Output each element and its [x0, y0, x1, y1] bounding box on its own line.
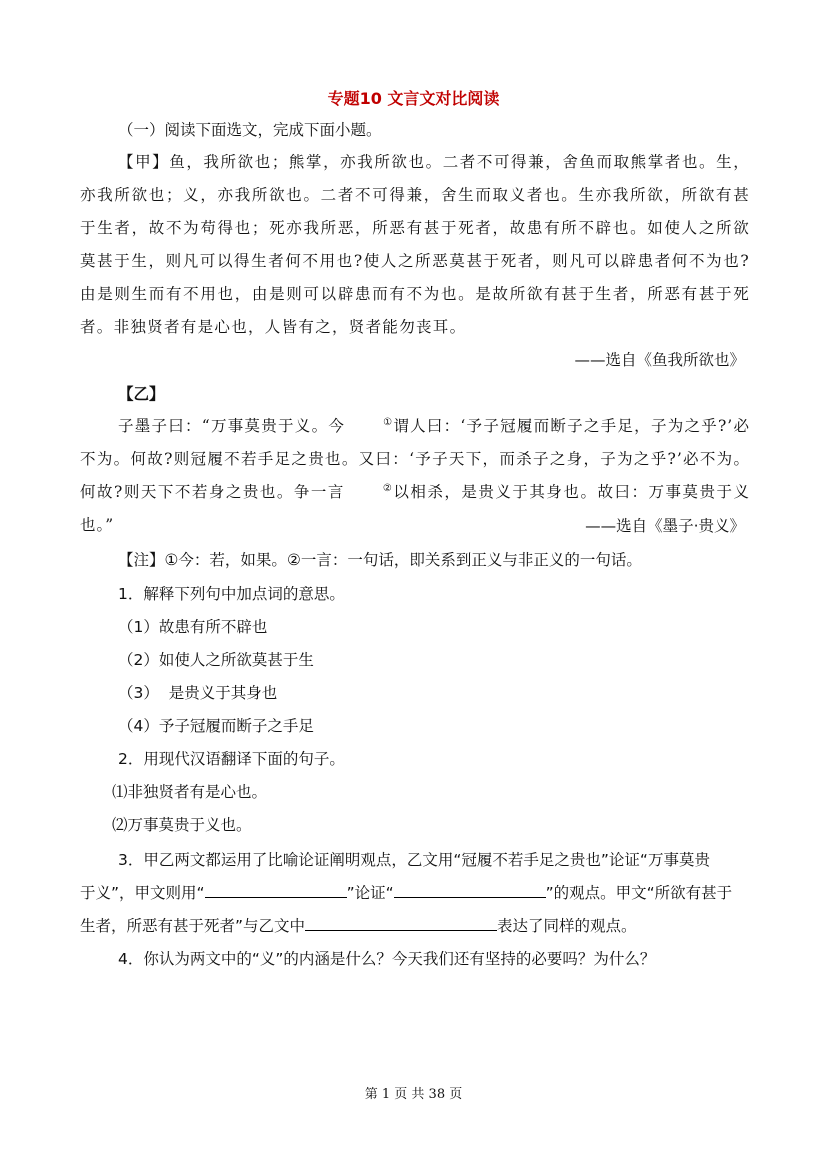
page-title: 专题10 文言文对比阅读 — [327, 89, 500, 108]
note-text-2: 一言：一句话，即关系到正义与非正义的一句话。 — [300, 551, 642, 569]
question-3-line-2 — [80, 881, 732, 903]
passage-jia-text: 鱼，我所欲也；熊掌，亦我所欲也。二者不可得兼，舍鱼而取熊掌者也。生，亦我所欲也；义，亦我所欲也。二者不可得兼，舍生而取义者也。生亦我所欲，所欲有甚于生者，故不为苟得也；死亦我所恶，所恶有甚于死者，故患有所不辟也。如使人之所欲莫甚于生，则凡可以得生者何不用也?使人之所恶莫甚于死者，则凡可以辟患者何不为也?由是则生而有不用也，由是则可以辟患而有不为也。是故所欲有甚于生者，所恶有甚于死者。非独贤者有是心也，人皆有之，贤者能勿丧耳。 — [80, 153, 751, 336]
question-2-item: ⑴非独贤者有是心也。 — [112, 783, 268, 801]
note-line — [118, 548, 642, 570]
q3-text-c2: 表达了同样的观点。 — [497, 917, 637, 935]
q3-text-b1: 于义”，甲文则用“ — [80, 884, 205, 902]
question-3-line-3 — [80, 914, 637, 936]
question-1-stem: 1．解释下列句中加点词的意思。 — [118, 585, 345, 603]
passage-yi-text-b: 谓人曰：‘予子冠履而断子之手足，子为之乎?’必不为。何故?则冠履不若手足之贵也。又曰：‘予子天下，而杀子之身，子为之乎?’必不为。何故?则天下不若身之贵也。争一言 — [80, 417, 750, 501]
passage-jia-source: ——选自《鱼我所欲也》 — [574, 351, 745, 369]
q3-text-b2: ”论证“ — [346, 884, 394, 902]
q3-text-b3: ”的观点。甲文“所欲有甚于 — [545, 884, 733, 902]
passage-yi-text-c: 以相杀，是贵义于其身也。故曰：万事莫贵于义也。” — [80, 483, 750, 534]
footnote-mark-2: ② — [382, 482, 393, 494]
question-1-item: （2）如使人之所欲莫甚于生 — [118, 651, 314, 669]
passage-jia — [80, 146, 750, 344]
section-heading: （一）阅读下面选文，完成下面小题。 — [118, 121, 382, 139]
question-4: 4．你认为两文中的“义”的内涵是什么？今天我们还有坚持的必要吗？为什么？ — [118, 950, 656, 968]
passage-jia-label: 【甲】 — [118, 153, 170, 171]
passage-yi-label: 【乙】 — [118, 385, 165, 403]
question-1-item: （1）故患有所不辟也 — [118, 618, 268, 636]
passage-yi-source: ——选自《墨子·贵义》 — [585, 517, 745, 535]
question-3-line-1: 3．甲乙两文都运用了比喻论证阐明观点，乙文用“冠履不若手足之贵也”论证“万事莫贵 — [118, 851, 710, 869]
question-1-item: （4）予子冠履而断子之手足 — [118, 717, 314, 735]
note-label: 【注】 — [118, 551, 165, 569]
footnote-mark-1: ① — [383, 416, 394, 428]
note-text-1: 今：若，如果。 — [178, 551, 287, 569]
note-mark-2: ② — [286, 551, 301, 569]
note-mark-1: ① — [164, 551, 179, 569]
q3-text-c1: 生者，所恶有甚于死者”与乙文中 — [80, 917, 306, 935]
passage-yi-text-a: 子墨子曰：“万事莫贵于义。今 — [118, 417, 346, 435]
answer-blank-1[interactable] — [205, 881, 347, 898]
answer-blank-2[interactable] — [394, 881, 546, 898]
page-footer: 第 1 页 共 38 页 — [364, 1087, 463, 1102]
answer-blank-3[interactable] — [305, 914, 497, 931]
question-2-stem: 2．用现代汉语翻译下面的句子。 — [118, 750, 345, 768]
question-1-item: （3） 是贵义于其身也 — [118, 684, 278, 702]
question-2-item: ⑵万事莫贵于义也。 — [112, 816, 252, 834]
